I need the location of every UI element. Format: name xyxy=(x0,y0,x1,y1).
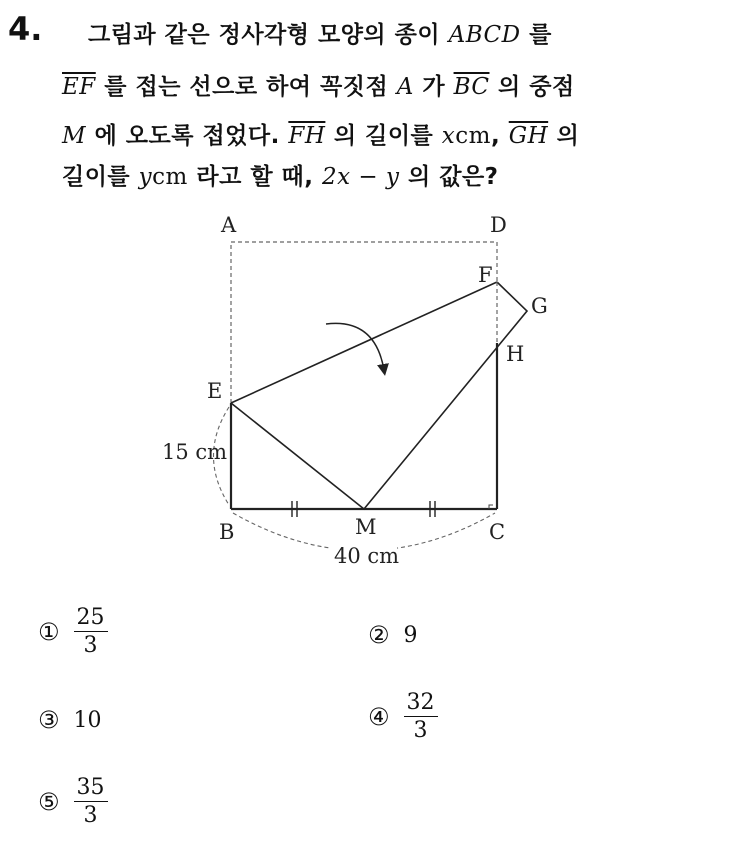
label-d: D xyxy=(490,213,507,237)
label-m: M xyxy=(355,515,377,539)
question-text: 의 길이를 xyxy=(325,123,442,149)
question-text: 를 xyxy=(520,22,552,48)
question-text: 를 접는 선으로 하여 꼭짓점 xyxy=(95,74,397,100)
segment-ef: $\overline{EF}$ xyxy=(62,74,96,100)
question-text: 라고 할 때, xyxy=(187,164,323,190)
choice-mark: ① xyxy=(38,617,60,646)
segment-bc: $\overline{BC}$ xyxy=(453,74,490,100)
label-15cm: 15 cm xyxy=(162,440,228,464)
fraction xyxy=(74,776,108,827)
question-number: 4. xyxy=(8,10,43,48)
choice-2[interactable] xyxy=(368,621,418,649)
fraction xyxy=(404,691,438,742)
var-y: y xyxy=(138,164,153,190)
choice-mark: ③ xyxy=(38,706,60,734)
label-40cm: 40 cm xyxy=(334,544,400,568)
choice-4[interactable] xyxy=(368,691,438,742)
numerator: 25 xyxy=(74,606,108,632)
question-text: 의 xyxy=(548,123,580,149)
label-c: C xyxy=(489,520,506,544)
numerator: 32 xyxy=(404,691,438,717)
question-text: 의 값은? xyxy=(399,164,499,190)
choice-1[interactable] xyxy=(38,606,108,657)
folded-flap xyxy=(231,282,527,509)
question-text: 그림과 같은 정사각형 모양의 종이 xyxy=(88,22,449,48)
choice-mark: ⑤ xyxy=(38,787,60,816)
label-g: G xyxy=(531,294,548,318)
question-line-1 xyxy=(88,16,552,49)
denominator: 3 xyxy=(83,633,98,659)
question-text: 에 오도록 접었다. xyxy=(86,123,289,149)
expression: 2x − y xyxy=(322,164,400,190)
label-f: F xyxy=(478,263,493,287)
numerator: 35 xyxy=(74,776,108,802)
label-h: H xyxy=(506,342,525,366)
var-x: x xyxy=(441,123,456,149)
label-a: A xyxy=(221,213,237,237)
segment-fh: $\overline{FH}$ xyxy=(288,123,326,149)
denominator: 3 xyxy=(413,718,428,744)
choice-value: 10 xyxy=(73,707,102,733)
choice-3[interactable] xyxy=(38,706,102,734)
square-name: ABCD xyxy=(448,22,521,48)
question-text: 가 xyxy=(413,74,454,100)
choice-mark: ② xyxy=(368,621,390,649)
point-m: M xyxy=(62,123,87,149)
folding-diagram xyxy=(150,200,590,580)
unit-cm: cm xyxy=(152,164,188,190)
fold-line-ef xyxy=(231,282,497,403)
unit-cm: cm xyxy=(455,123,491,149)
label-e: E xyxy=(207,379,223,403)
choice-5[interactable] xyxy=(38,776,108,827)
segment-gh: $\overline{GH}$ xyxy=(508,123,549,149)
question-text: 의 중점 xyxy=(489,74,575,100)
question-line-4 xyxy=(62,158,499,191)
original-square-outline xyxy=(231,242,497,403)
question-text: 길이를 xyxy=(62,164,139,190)
question-line-2 xyxy=(62,68,575,101)
question-line-3 xyxy=(62,117,579,150)
label-b: B xyxy=(219,520,235,544)
denominator: 3 xyxy=(83,803,98,829)
vertex-a: A xyxy=(396,74,414,100)
choice-value: 9 xyxy=(403,622,418,648)
choice-mark: ④ xyxy=(368,702,390,731)
question-text: , xyxy=(490,123,509,149)
fraction xyxy=(74,606,108,657)
